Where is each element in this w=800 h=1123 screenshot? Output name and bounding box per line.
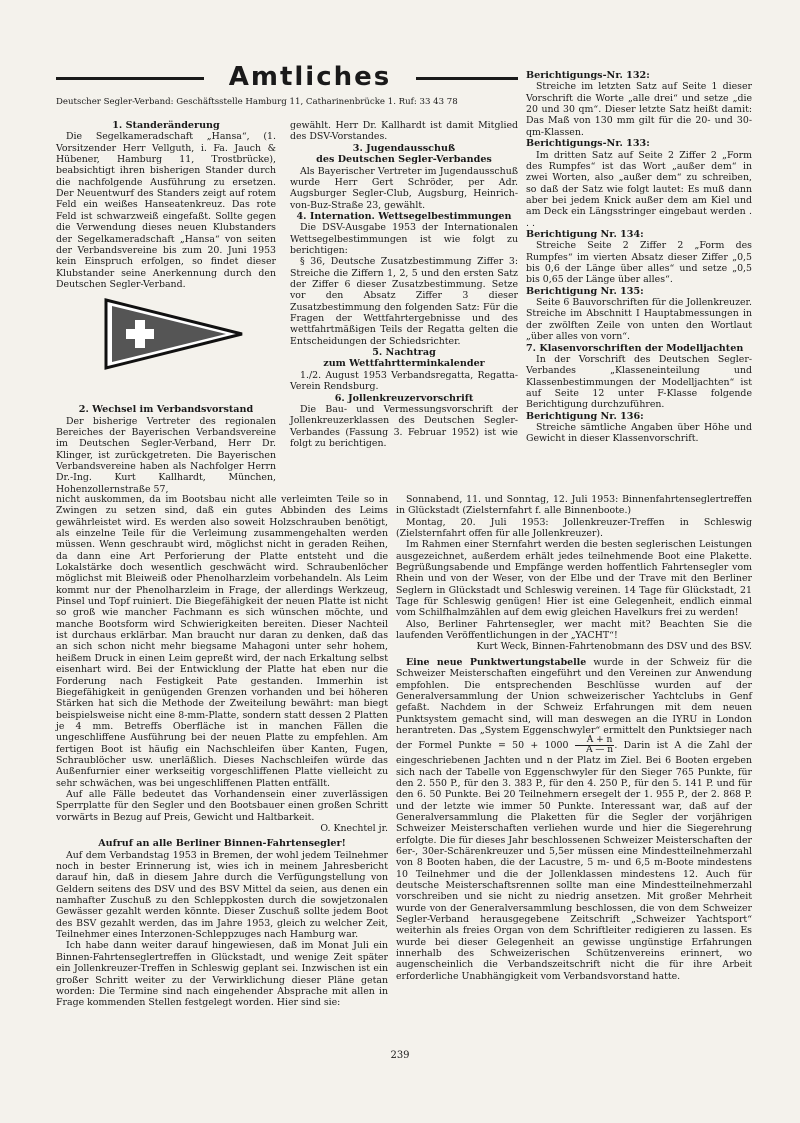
heading-berichtigung-133: Berichtigungs-Nr. 133: [526, 138, 650, 150]
heading-berichtigung-134: Berichtigung Nr. 134: [526, 228, 644, 240]
paragraph-punktwertung-text: wurde in der Schweiz für die Schweizer Meisterschaften eingeführt und den Vereinen zur Anwendung empfohlen. Die entsprechenden Beschlüsse wurden auf der Generalversammlung der Union schweizerischer Yachtclubs in Genf gefaßt. Nachdem in der Schweiz Erfahrungen mit dem neuen Punktsystem gemacht sind, will man deswegen an die IYRU in London herantreten. Das „System Eggenschwyler“ ermittelt den Punktsieger nach der Formel Punkte = 50 + 1000 [396, 656, 752, 752]
column-e [396, 494, 752, 982]
paragraph-jugendausschuss: Als Bayerischer Vertreter im Jugendausschuß wurde Herr Gert Schröder, per Adr. Augsburger Segler-Club, Augsburg, Heinrich-von-Buz-Straße 23, gewählt. [290, 165, 518, 211]
paragraph-nachtrag: 1./2. August 1953 Verbandsregatta, Regatta-Verein Rendsburg. [290, 369, 518, 393]
paragraph-berichtigung-133: Im dritten Satz auf Seite 2 Ziffer 2 „Form des Rumpfes“ ist das Wort „außer dem“ in zwei Worten, also „außer dem“ zu schreiben, so daß der Satz wie folgt lautet: Es muß dann aber bei jedem Knick außer dem am Kiel und am Deck ein Längsstringer eingebaut werden . . . [526, 149, 752, 229]
paragraph-sternfahrt: Im Rahmen einer Sternfahrt werden die besten seglerischen Leistungen ausgezeichnet, außerdem erhält jedes teilnehmende Boot eine Plakette. Begrüßungsabende und Empfänge werden hoffentlich Fahrtensegler vom Rhein und von der Weser, von der Elbe und der Trave mit den Berliner Seglern in Glückstadt und Schleswig vereinen. 14 Tage für Glückstadt, 21 Tage für Schleswig genügen! Hier ist eine Gelegenheit, endlich einmal vom Schilfhalmzählen auf dem ewig gleichen Havelkurs frei zu werden! [396, 539, 752, 619]
paragraph-termine: Ich habe dann weiter darauf hingewiesen, daß im Monat Juli ein Binnen-Fahrtenseglertreffen in Glückstadt, und wenige Zeit später ein Jollenkreuzer-Treffen in Schleswig geplant sei. Inzwischen ist ein großer Schritt weiter zu der Verwirklichung dieser Pläne getan worden: Die Termine sind nach eingehender Absprache mit allen in Frage kommenden Stellen festgelegt worden. Hier sind sie: [56, 940, 388, 1009]
heading-aufruf-berliner: Aufruf an alle Berliner Binnen-Fahrtensegler! [98, 838, 346, 850]
heading-nachtrag-sub: zum Wettfahrtterminkalender [323, 358, 485, 370]
column-c [526, 70, 752, 445]
author-signature-weck: Kurt Weck, Binnen-Fahrtenobmann des DSV und des BSV. [476, 641, 752, 653]
paragraph-punktwertung [396, 657, 752, 982]
paragraph-standeraenderung: Die Segelkameradschaft „Hansa“, (1. Vorsitzender Herr Vellguth, i. Fa. Jauch & Hübener, Hamburg 11, Trostbrücke), beabsichtigt ihren bisherigen Stander durch die nachfolgende Ausführung zu ersetzen. Der Neuentwurf des Standers zeigt auf rotem Feld ein weißes Hanseatenkreuz. Das rote Feld ist schwarzweiß eingefaßt. Sollte gegen die Verwendung dieses neuen Klubstanders der Segelkameradschaft „Hansa“ von seiten der Verbandsvereine bis zum 20. Juni 1953 kein Einspruch erfolgen, so findet dieser Klubstander seine Anerkennung durch den Deutschen Segler-Verband. [56, 131, 276, 290]
heading-jugendausschuss-sub: des Deutschen Segler-Verbandes [316, 154, 492, 166]
masthead-rule-left [56, 77, 204, 80]
heading-jugendausschuss: 3. Jugendausschuß [352, 142, 456, 154]
heading-modelljachten: 7. Klasenvorschriften der Modelljachten [526, 342, 744, 354]
heading-berichtigung-136: Berichtigung Nr. 136: [526, 410, 644, 422]
column-d [56, 494, 388, 1009]
heading-verbandsvorstand: 2. Wechsel im Verbandsvorstand [78, 404, 254, 416]
heading-nachtrag: 5. Nachtrag [372, 347, 436, 359]
paragraph-verbandstag: Auf dem Verbandstag 1953 in Bremen, der wohl jedem Teilnehmer noch in bester Erinnerung ist, wies ich in meinem Jahresbericht darauf hin, daß in diesem Jahre durch die Verfügungstellung von Geldern seitens des DSV und des BSV Mittel da seien, aus denen ein namhafter Zuschuß zu den Schleppkosten durch die sowjetzonalen Gewässer gezahlt werden könnte. Dieser Zuschuß sollte jedem Boot des BSV gezahlt werden, das im Jahre 1953, gleich zu welcher Zeit, Teilnehmer eines Interzonen-Schleppzuges nach Hamburg war. [56, 849, 388, 941]
paragraph-wettsegel-para36: § 36, Deutsche Zusatzbestimmung Ziffer 3: Streiche die Ziffern 1, 2, 5 und den ersten Satz der Ziffer 6 dieser Zusatzbestimmung. Setze vor den Absatz Ziffer 3 dieser Zusatzbestimmung den folgenden Satz: Für die Fragen der Wettfahrtergebnisse und des wettfahrtmäßigen Teils der Regatta gelten die Entscheidungen der Schiedsrichter. [290, 256, 518, 347]
heading-berichtigung-132: Berichtigungs-Nr. 132: [526, 70, 650, 81]
paragraph-verbandsvorstand: Der bisherige Vertreter des regionalen Bereiches der Bayerischen Verbandsvereine im Deutschen Segler-Verband, Herr Dr. Klinger, ist zurückgetreten. Die Bayerischen Verbandsvereine haben als Nachfolger Herrn Dr.-Ing. Kurt Kallhardt, München, Hohenzollernstraße 57, [56, 415, 276, 495]
column-b [290, 120, 518, 449]
paragraph-berichtigung-134: Streiche Seite 2 Ziffer 2 „Form des Rumpfes“ im vierten Absatz dieser Ziffer „0,5 bis 0,6 der Länge über alles“ und setze „0,5 bis 0,65 der Länge über alles“. [526, 240, 752, 286]
heading-wettsegelbestimmungen: 4. Internation. Wettsegelbestimmungen [296, 210, 512, 222]
paragraph-kallhardt: gewählt. Herr Dr. Kallhardt ist damit Mitglied des DSV-Vorstandes. [290, 120, 518, 143]
formula-fraction [575, 736, 615, 755]
paragraph-modelljachten: In der Vorschrift des Deutschen Segler-Verbandes „Klasseneinteilung und Klassenbestimmungen der Modelljachten“ ist auf Seite 12 unter F-Klasse folgende Berichtigung durchzuführen. [526, 353, 752, 411]
paragraph-aufruf-mitmachen: Also, Berliner Fahrtensegler, wer macht mit? Beachten Sie die laufenden Veröffentlichungen in der „YACHT“! [396, 618, 752, 642]
formula-numerator: A + n [575, 736, 615, 746]
page-number: 239 [390, 1050, 410, 1061]
section-title: Amtliches [228, 62, 392, 92]
heading-jollenkreuzervorschrift: 6. Jollenkreuzervorschrift [334, 392, 474, 404]
author-signature-knechtel: O. Knechtel jr. [320, 822, 388, 834]
heading-standeraenderung: 1. Standeränderung [112, 120, 220, 131]
paragraph-berichtigung-135: Seite 6 Bauvorschriften für die Jollenkreuzer. Streiche im Abschnitt I Hauptabmessungen in der zwölften Zeile von unten den Wortlaut „über alles von vorn“. [526, 297, 752, 343]
hansa-pennant-image [104, 298, 244, 370]
paragraph-punktwertung-continued: . Darin ist A die Zahl der eingeschriebenen Jachten und n der Platz im Ziel. Bei 6 Booten ergeben sich nach der Tabelle von Eggenschwyler für den Sieger 765 Punkte, für den 2. 550 P., für den 3. 383 P., für den 4. 250 P., für den 5. 141 P. und für den 6. 50 Punkte. Bei 20 Teilnehmern ersegelt der 1. 955 P., der 2. 868 P. und der letzte wie immer 50 Punkte. Interessant war, daß auf der Generalversammlung die Plaketten für die Segler der vorjährigen Schweizer Meisterschaften verliehen wurde und hier die Siegerehrung erfolgte. Die für dieses Jahr beschlossenen Schweizer Meisterschaften der 6er-, 30er-Schärenkreuzer und 5,5er müssen eine Mindestteilnehmerzahl von 8 Booten haben, die der Lacustre, 5 m- und 6,5 m-Boote mindestens 10 Teilnehmer und die der Jollenklassen mindestens 12. Auch für deutsche Meisterschaftsrennen sollte man eine Mindestteilnehmerzahl vorschreiben und sie nicht zu niedrig ansetzen. Mit großer Mehrheit wurde von der Generalversammlung beschlossen, die von dem Schweizer Segler-Verband herausgegebene Zeitschrift „Schweizer Yachtsport“ weiterhin als freies Organ von dem Schriftleiter redigieren zu lassen. Es wurde bei dieser Gelegenheit an gewisse ungünstige Erfahrungen innerhalb des Schweizerischen Schützenvereins erinnert, wo augenscheinlich die Verbandszeitschrift nicht die für ihre Arbeit erforderliche Unabhängigkeit vom Verbandsvorstand hatte. [396, 740, 753, 982]
paragraph-sperrplatte-fazit: Auf alle Fälle bedeutet das Vorhandensein einer zuverlässigen Sperrplatte für den Segler und den Bootsbauer einen großen Schritt vorwärts in Bezug auf Preis, Gewicht und Haltbarkeit. [56, 788, 388, 823]
paragraph-berichtigung-132: Streiche im letzten Satz auf Seite 1 dieser Vorschrift die Worte „alle drei“ und setze „die 20 und 30 qm“. Dieser letzte Satz heißt damit: Das Maß von 130 mm gilt für die 20- und 30-qm-Klassen. [526, 81, 752, 138]
paragraph-jollenkreuzervorschrift: Die Bau- und Vermessungsvorschrift der Jollenkreuzerklassen des Deutschen Segler-Verbandes (Fassung 3. Februar 1952) ist wie folgt zu berichtigen. [290, 403, 518, 449]
paragraph-sperrplatte: nicht auskommen, da im Bootsbau nicht alle verleimten Teile so in Zwingen zu setzen sind, daß ein gutes Abbinden des Leims gewährleistet wird. Es werden also soweit Holzschrauben benötigt, als einzelne Teile für die Verleimung zusammengehalten werden müssen. Wenn geschraubt wird, möglichst nicht in geraden Reihen, da dann eine Art Perforierung der Platte entsteht und die Lokalstärke doch wesentlich geschwächt wird. Schraubenlöcher möglichst mit Bleiweiß oder Phenolharzleim vorbehandeln. Als Leim kommt nur der Phenolharzleim in Frage, der allerdings Werkzeug, Pinsel und Topf ruiniert. Die Biegefähigkeit der neuen Platte ist nicht so groß wie mancher Fachmann es sich wünschen möchte, und manche Bootsform wird Schwierigkeiten bereiten. Dieser Nachteil ist durchaus erklärbar. Man braucht nur daran zu denken, daß das an sich schon nicht mehr biegsame Mahagoni unter sehr hohem, heißem Druck in einen Leim gepreßt wird, der nach Erkaltung selbst eisenhart wird. Bei der Entwicklung der Platte hat eben nur die Forderung nach Festigkeit Pate gestanden. Immerhin ist Biegefähigkeit in genügenden Grenzen vorhanden und bei höheren Stärken hat sich die Methode der Zweiteilung bewährt: man biegt beispielsweise nicht eine 8-mm-Platte, sondern statt dessen 2 Platten je 4 mm. Betreffs Oberfläche ist in manchen Fällen die ungeschliffene Ausführung bei der neuen Platte zu empfehlen. Am fertigen Boot ist häufig ein Nachschleifen über Kanten, Fugen, Schraublöcher usw. unerläßlich. Dieses Nachschleifen würde das Außenfurnier einer werkseitig vorgeschliffenen Platte vielleicht zu sehr schwächen, was bei ungeschliffenen Platten entfällt. [56, 494, 388, 789]
masthead-rule-right [416, 77, 518, 80]
heading-berichtigung-135: Berichtigung Nr. 135: [526, 285, 644, 297]
paragraph-wettsegel-intro: Die DSV-Ausgabe 1953 der Internationalen Wettsegelbestimmungen ist wie folgt zu berichtigen: [290, 222, 518, 256]
paragraph-termin-glueckstadt: Sonnabend, 11. und Sonntag, 12. Juli 1953: Binnenfahrtenseglertreffen in Glückstadt (Zielsternfahrt f. alle Binnenboote.) [396, 494, 752, 517]
office-address: Deutscher Segler-Verband: Geschäftsstelle Hamburg 11, Catharinenbrücke 1. Ruf: 33 43 78 [56, 97, 458, 107]
paragraph-berichtigung-136: Streiche sämtliche Angaben über Höhe und Gewicht in dieser Klassenvorschrift. [526, 422, 752, 445]
paragraph-termin-schleswig: Montag, 20. Juli 1953: Jollenkreuzer-Treffen in Schleswig (Zielsternfahrt offen für alle Jollenkreuzer). [396, 516, 752, 540]
formula-denominator: A — n [586, 745, 614, 756]
section-masthead [56, 62, 518, 94]
heading-punktwertung: Eine neue Punktwertungstabelle [406, 656, 587, 668]
